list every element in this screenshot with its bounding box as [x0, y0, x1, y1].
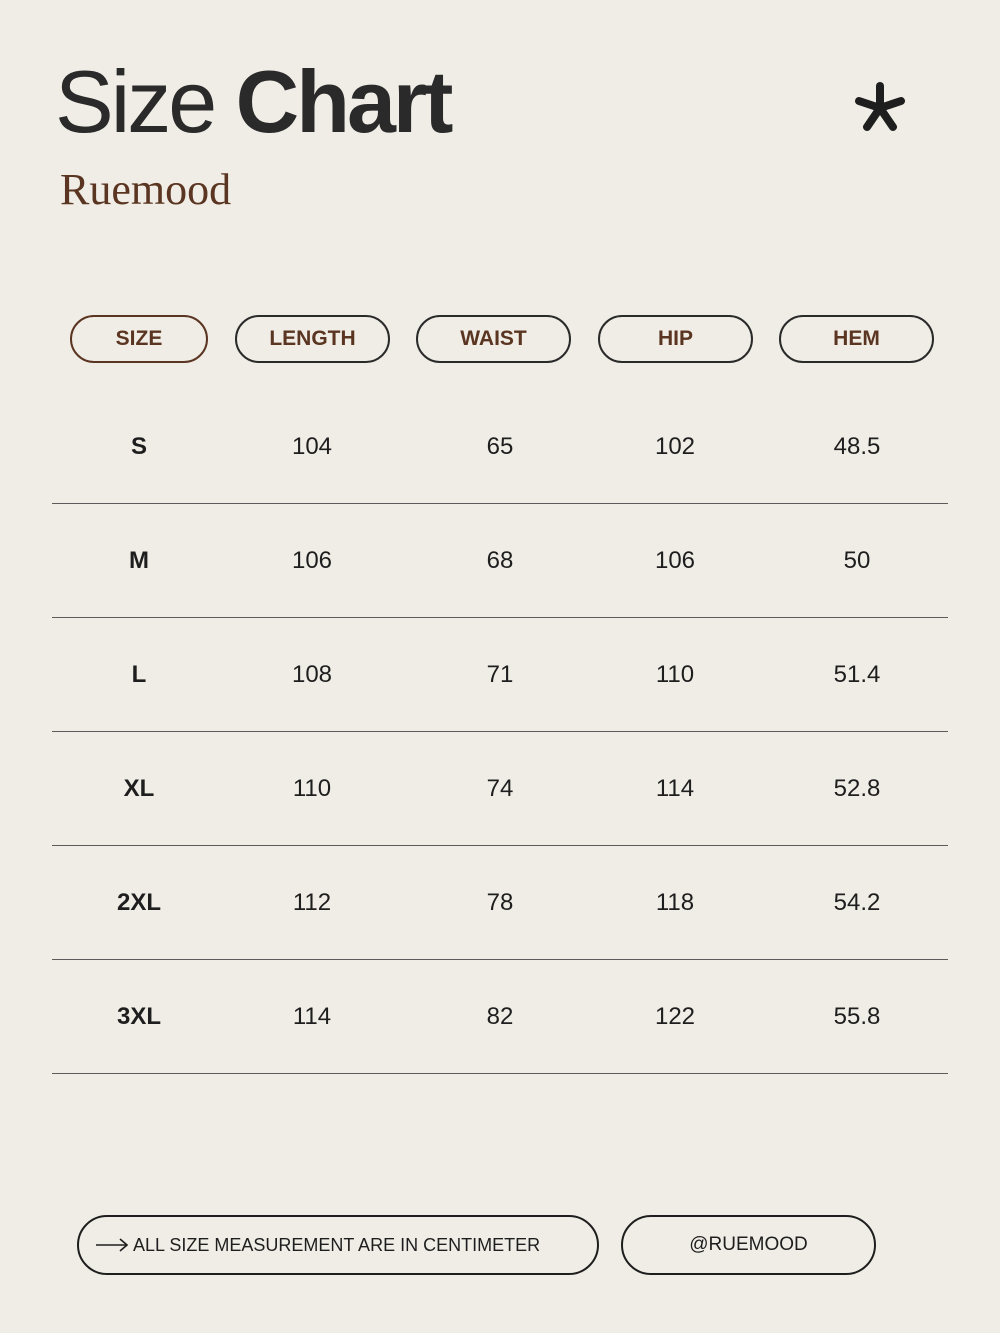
- table-row: [52, 618, 948, 732]
- cell-hem: 55.8: [833, 1002, 881, 1030]
- column-header-size: SIZE: [70, 315, 208, 363]
- cell-length: 108: [291, 660, 333, 688]
- cell-length: 110: [292, 774, 332, 802]
- social-handle: @RUEMOOD: [621, 1215, 876, 1275]
- table-row: [52, 846, 948, 960]
- title-bold: Chart: [235, 52, 451, 151]
- table-row: [52, 960, 948, 1074]
- size-table: [52, 390, 948, 1074]
- cell-size: 3XL: [116, 1002, 161, 1030]
- cell-hip: 110: [655, 660, 695, 688]
- page-title: [55, 52, 450, 152]
- column-header-hip: HIP: [598, 315, 753, 363]
- measurement-note-text: ALL SIZE MEASUREMENT ARE IN CENTIMETER: [133, 1234, 541, 1255]
- column-header-waist: WAIST: [416, 315, 571, 363]
- cell-waist: 74: [486, 774, 514, 802]
- cell-waist: 82: [486, 1002, 514, 1030]
- cell-hem: 48.5: [833, 432, 881, 460]
- cell-length: 112: [292, 888, 332, 916]
- cell-length: 104: [291, 432, 333, 460]
- cell-hip: 114: [655, 774, 695, 802]
- cell-waist: 71: [486, 660, 514, 688]
- cell-size: XL: [123, 774, 155, 802]
- measurement-note: [77, 1215, 599, 1275]
- cell-hip: 102: [654, 432, 696, 460]
- brand-name: Ruemood: [60, 165, 232, 214]
- table-header: [0, 315, 1000, 363]
- cell-hem: 52.8: [833, 774, 881, 802]
- asterisk-icon: [850, 78, 910, 138]
- cell-hem: 51.4: [833, 660, 881, 688]
- cell-hip: 118: [655, 888, 695, 916]
- title-light: Size: [55, 52, 215, 151]
- cell-waist: 78: [486, 888, 514, 916]
- cell-length: 106: [291, 546, 333, 574]
- table-row: [52, 390, 948, 504]
- cell-hip: 106: [654, 546, 696, 574]
- arrow-right-icon: [95, 1238, 129, 1252]
- cell-waist: 68: [486, 546, 514, 574]
- cell-waist: 65: [486, 432, 514, 460]
- column-header-length: LENGTH: [235, 315, 390, 363]
- table-row: [52, 504, 948, 618]
- cell-length: 114: [292, 1002, 332, 1030]
- cell-hem: 50: [843, 546, 871, 574]
- column-header-hem: HEM: [779, 315, 934, 363]
- cell-size: S: [130, 432, 147, 460]
- cell-size: 2XL: [116, 888, 161, 916]
- cell-size: M: [129, 546, 149, 574]
- table-row: [52, 732, 948, 846]
- cell-hem: 54.2: [833, 888, 881, 916]
- cell-size: L: [131, 660, 147, 688]
- cell-hip: 122: [654, 1002, 696, 1030]
